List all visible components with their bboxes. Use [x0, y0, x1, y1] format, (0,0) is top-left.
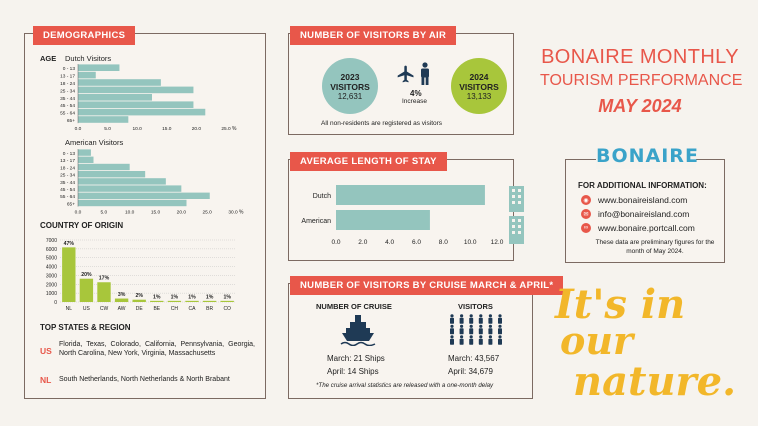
- visitors-2024-label: VISITORS: [459, 81, 499, 92]
- x-tick-label: CW: [99, 306, 109, 312]
- march-visitors: March: 43,567: [448, 354, 500, 363]
- person-head: [479, 314, 482, 317]
- website-row: [581, 195, 687, 205]
- age-bar: [78, 164, 130, 170]
- age-tick-label: 25 - 34: [60, 89, 75, 95]
- y-tick-label: 6000: [45, 246, 57, 253]
- country-origin-chart: [38, 232, 243, 316]
- x-tick-label: 6.0: [411, 239, 422, 246]
- person-icon: [418, 62, 432, 86]
- x-tick-label: 20.0: [176, 210, 187, 216]
- data-label: 1%: [170, 294, 179, 301]
- x-tick-label: AW: [117, 306, 126, 312]
- person-head: [460, 335, 463, 338]
- age-tick-label: 0 - 13: [62, 67, 75, 73]
- stay-bar: [336, 210, 430, 230]
- person-body: [469, 328, 473, 334]
- portcall-row: [581, 223, 695, 233]
- top-states-title: TOP STATES & REGION: [40, 323, 131, 332]
- person-head: [470, 325, 473, 328]
- country-bar: [203, 301, 216, 302]
- us-code: US: [40, 346, 52, 356]
- cruise-visitors-title: VISITORS: [458, 302, 493, 311]
- x-tick-label: 10.0: [132, 127, 142, 133]
- age-label: AGE: [40, 54, 57, 63]
- person-body: [460, 328, 464, 334]
- stay-bar: [336, 185, 485, 205]
- country-bar: [133, 300, 146, 302]
- person-head: [498, 314, 501, 317]
- march-ships: March: 21 Ships: [327, 354, 385, 363]
- y-tick-label: 7000: [45, 238, 57, 244]
- title-line-1: BONAIRE MONTHLY: [541, 46, 739, 68]
- x-tick-label: US: [82, 306, 90, 312]
- person-body: [498, 339, 502, 345]
- x-tick-label: 0.0: [74, 210, 82, 216]
- age-tick-label: 65+: [66, 119, 75, 124]
- y-tick-label: 5000: [45, 255, 57, 262]
- x-tick-label: CO: [223, 306, 231, 312]
- email-row: [581, 209, 689, 219]
- x-tick-label: 25.0: [221, 127, 231, 133]
- title-line-2: TOURISM PERFORMANCE: [540, 72, 743, 89]
- bonaire-logo: [596, 145, 699, 169]
- x-tick-label: 5.0: [104, 127, 111, 133]
- age-tick-label: 35 - 44: [60, 96, 75, 102]
- person-body: [460, 318, 464, 324]
- person-head: [460, 325, 463, 328]
- x-tick-label: 10.0: [124, 210, 135, 216]
- visitors-2024-circle: [451, 58, 507, 114]
- x-tick-label: BE: [153, 306, 161, 312]
- age-bar: [78, 79, 161, 86]
- american-age-chart: [40, 147, 250, 217]
- y-tick-label: 3000: [45, 273, 57, 280]
- x-tick-label: 2.0: [358, 239, 368, 246]
- age-bar: [78, 116, 128, 123]
- country-bar: [80, 279, 93, 302]
- data-label: 1%: [153, 294, 161, 301]
- age-tick-label: 18 - 24: [60, 166, 75, 172]
- age-tick-label: 65+: [66, 202, 75, 208]
- person-body: [498, 318, 502, 324]
- country-bar: [221, 301, 234, 302]
- website-link[interactable]: www.bonaireisland.com: [598, 195, 688, 205]
- x-tick-label: 5.0: [100, 210, 108, 216]
- person-head: [479, 335, 482, 338]
- age-bar: [78, 149, 91, 155]
- person-body: [460, 339, 464, 345]
- x-tick-label: 10.0: [463, 239, 477, 246]
- slogan-line-1: It's in: [555, 281, 686, 328]
- age-tick-label: 55 - 64: [60, 195, 75, 201]
- data-label: 47%: [63, 240, 74, 247]
- visitors-2023-value: 12,631: [337, 91, 363, 101]
- age-tick-label: 45 - 54: [60, 104, 75, 110]
- age-bar: [78, 109, 205, 116]
- x-tick-label: CH: [170, 306, 179, 312]
- age-bar: [78, 157, 94, 163]
- age-bar: [78, 200, 187, 206]
- visitors-2023-label: VISITORS: [330, 81, 370, 92]
- country-origin-title: COUNTRY OF ORIGIN: [40, 221, 124, 230]
- x-tick-label: BR: [206, 306, 214, 312]
- x-tick-label: 20.0: [191, 127, 202, 133]
- x-tick-label: 0.0: [331, 239, 341, 246]
- dutch-age-chart: [40, 62, 250, 134]
- disclaimer: These data are preliminary figures for the month of May 2024.: [595, 239, 715, 255]
- person-head: [450, 314, 453, 317]
- stay-category-label: American: [301, 218, 331, 225]
- person-head: [489, 314, 492, 317]
- cruise-count-title: NUMBER OF CRUISE: [316, 302, 392, 311]
- x-tick-label: CA: [188, 306, 196, 312]
- april-ships: April: 14 Ships: [327, 367, 379, 376]
- age-bar: [78, 94, 152, 101]
- visitors-2023-year: 2023: [340, 71, 360, 82]
- country-bar: [115, 299, 128, 302]
- bonaire-logo-text: BONAIRE: [596, 145, 699, 167]
- april-visitors: April: 34,679: [448, 367, 493, 376]
- y-tick-label: 4000: [45, 264, 57, 271]
- person-head: [479, 325, 482, 328]
- age-tick-label: 13 - 17: [60, 74, 75, 80]
- stay-tab: AVERAGE LENGTH OF STAY: [290, 152, 447, 171]
- plane-icon: [396, 64, 416, 84]
- age-bar: [78, 101, 193, 108]
- person-body: [450, 339, 454, 345]
- x-tick-label: 30.0: [228, 210, 238, 216]
- person-head: [489, 325, 492, 328]
- visitors-2023-circle: [322, 58, 378, 114]
- data-label: 2%: [135, 293, 143, 300]
- data-label: 1%: [223, 294, 231, 301]
- y-tick-label: 2000: [45, 282, 57, 289]
- increase-percent: 4%: [410, 89, 422, 98]
- person-head: [470, 335, 473, 338]
- slogan-line-3: nature.: [573, 358, 737, 405]
- dutch-visitors-title: Dutch Visitors: [65, 54, 112, 63]
- person-head: [460, 314, 463, 317]
- demographics-tab: DEMOGRAPHICS: [33, 26, 135, 45]
- age-tick-label: 35 - 44: [60, 180, 75, 186]
- age-bar: [78, 193, 210, 199]
- portcall-link[interactable]: www.bonaire.portcall.com: [598, 223, 695, 233]
- data-label: 1%: [205, 294, 214, 301]
- person-body: [469, 339, 473, 345]
- globe-icon: ◉: [581, 195, 591, 205]
- person-body: [469, 318, 473, 324]
- country-bar: [185, 301, 198, 302]
- percent-unit: %: [239, 209, 244, 216]
- x-tick-label: DE: [135, 306, 143, 312]
- x-tick-label: NL: [65, 306, 73, 312]
- age-bar: [78, 87, 193, 94]
- person-body: [488, 328, 492, 334]
- person-head: [470, 314, 473, 317]
- x-tick-label: 15.0: [150, 210, 161, 216]
- email-icon: ✉: [581, 209, 591, 219]
- person-head: [498, 335, 501, 338]
- data-label: 1%: [188, 294, 196, 301]
- person-head: [489, 335, 492, 338]
- age-bar: [78, 171, 145, 177]
- y-tick-label: 0: [54, 300, 57, 306]
- person-body: [479, 318, 483, 324]
- increase-label: Increase: [402, 98, 427, 105]
- x-tick-label: 0.0: [74, 127, 82, 133]
- age-bar: [78, 178, 166, 184]
- nl-regions-text: South Netherlands, North Netherlands & North Brabant: [59, 376, 230, 383]
- american-visitors-title: American Visitors: [65, 138, 124, 147]
- data-label: 20%: [81, 272, 92, 279]
- visitors-2024-year: 2024: [469, 71, 489, 82]
- country-bar: [168, 301, 181, 302]
- air-visitors-tab: NUMBER OF VISITORS BY AIR: [290, 26, 456, 45]
- ship-icon: [340, 314, 376, 346]
- person-body: [488, 339, 492, 345]
- hotel-icon: [508, 186, 526, 244]
- age-tick-label: 0 - 13: [62, 152, 75, 157]
- age-bar: [78, 185, 181, 191]
- data-label: 3%: [117, 292, 126, 299]
- data-label: 17%: [98, 275, 110, 282]
- cruise-footnote: *The cruise arrival statistics are released with a one-month delay: [316, 382, 494, 389]
- info-title: FOR ADDITIONAL INFORMATION:: [578, 181, 707, 190]
- person-body: [450, 318, 454, 324]
- air-note: All non-residents are registered as visitors: [321, 120, 443, 127]
- visitors-2024-value: 13,133: [466, 91, 492, 101]
- us-states-text: Florida, Texas, Colorado, California, Pennsylvania, Georgia, North Carolina, New York, Virginia, Massachusetts: [59, 341, 255, 357]
- person-head: [450, 335, 453, 338]
- title-line-3: MAY 2024: [598, 96, 682, 116]
- person-body: [479, 328, 483, 334]
- link-icon: ∞: [581, 223, 591, 233]
- stay-category-label: Dutch: [312, 193, 331, 200]
- person-body: [450, 328, 454, 334]
- country-bar: [97, 282, 110, 302]
- x-tick-label: 25.0: [202, 210, 212, 216]
- x-tick-label: 15.0: [162, 127, 172, 133]
- country-bar: [150, 301, 163, 302]
- y-tick-label: 1000: [45, 291, 57, 298]
- x-tick-label: 4.0: [385, 239, 395, 246]
- person-body: [479, 339, 483, 345]
- person-head: [450, 325, 453, 328]
- percent-unit: %: [232, 126, 237, 133]
- person-body: [498, 328, 502, 334]
- x-tick-label: 12.0: [490, 239, 504, 246]
- age-tick-label: 18 - 24: [60, 82, 75, 87]
- age-bar: [78, 72, 96, 79]
- age-bar: [78, 64, 119, 71]
- nl-code: NL: [40, 375, 52, 385]
- x-tick-label: 8.0: [438, 239, 448, 246]
- email-link[interactable]: info@bonaireisland.com: [598, 209, 690, 219]
- age-tick-label: 45 - 54: [60, 188, 75, 193]
- person-body: [488, 318, 492, 324]
- age-tick-label: 25 - 34: [60, 173, 75, 179]
- cruise-tab: NUMBER OF VISITORS BY CRUISE MARCH & APRIL*: [290, 276, 563, 295]
- person-head: [498, 325, 501, 328]
- stay-chart: [294, 180, 504, 248]
- age-tick-label: 55 - 64: [60, 111, 75, 117]
- people-group-icon: [447, 314, 507, 346]
- slogan-line-2: our: [560, 318, 633, 363]
- country-bar: [62, 247, 75, 302]
- age-tick-label: 13 - 17: [60, 159, 75, 165]
